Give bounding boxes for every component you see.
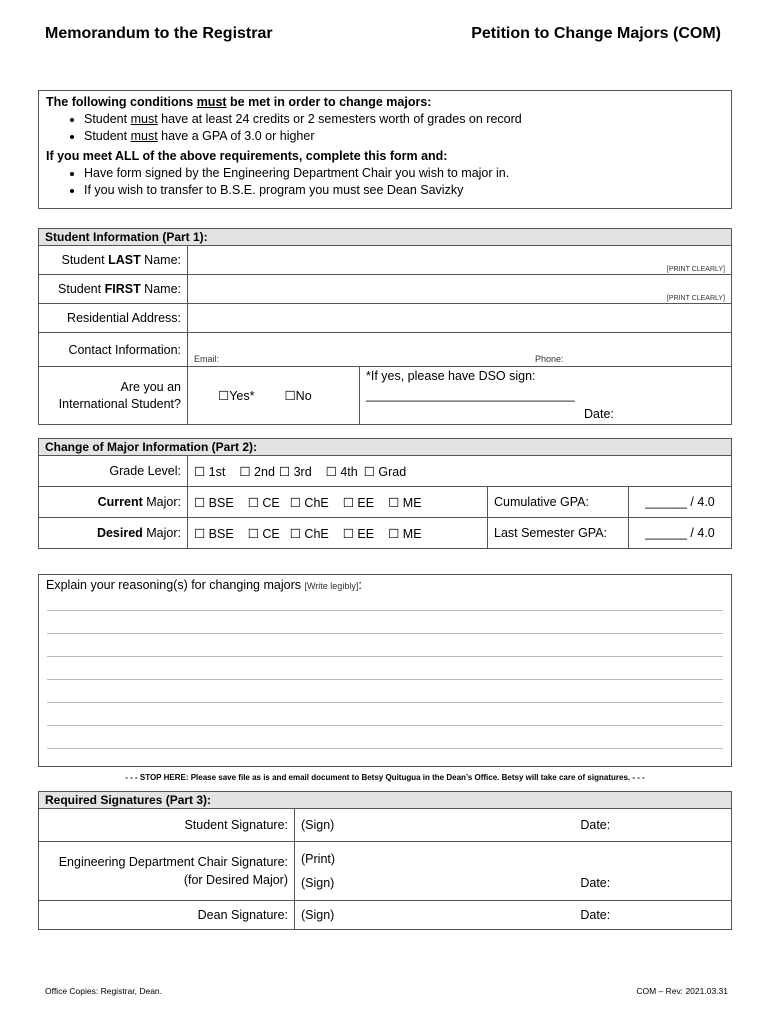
international-label: Are you an International Student? [39,367,188,425]
step-chair: • Have form signed by the Engineering Department Chair you wish to major in. [84,165,724,182]
grade-3rd-checkbox[interactable]: ☐ 3rd [278,464,312,479]
desired-ce-checkbox[interactable]: ☐ CE [247,526,280,541]
part3-heading: Required Signatures (Part 3): [39,792,732,809]
reasoning-label: Explain your reasoning(s) for changing majors [Write legibly]: [46,578,362,592]
current-major-options [188,487,488,518]
contact-field[interactable] [188,333,732,367]
grade-options [188,456,732,487]
reasoning-box[interactable] [38,574,732,767]
current-che-checkbox[interactable]: ☐ ChE [289,495,329,510]
part2-section [38,438,732,549]
reasoning-line [47,702,723,703]
reasoning-line [47,610,723,611]
grade-4th-checkbox[interactable]: ☐ 4th [325,464,358,479]
chair-signature-field[interactable]: (Print) (Sign) Date: [295,842,732,901]
part2-heading: Change of Major Information (Part 2): [39,439,732,456]
student-signature-label: Student Signature: [39,809,295,842]
grade-grad-checkbox[interactable]: ☐ Grad [363,464,407,479]
email-label: Email: [194,354,220,364]
part1-section [38,228,732,425]
student-signature-field[interactable]: (Sign) Date: [295,809,732,842]
stop-here-note: - - - STOP HERE: Please save file as is and email document to Betsy Quitugua in the Dean’s Office. Betsy will take care of signatures. - - - [125,773,645,782]
desired-major-options [188,518,488,549]
current-ee-checkbox[interactable]: ☐ EE [342,495,375,510]
dean-signature-field[interactable]: (Sign) Date: [295,901,732,930]
footer-office-copies: Office Copies: Registrar, Dean. [45,986,163,996]
current-major-label: Current Major: [39,487,188,518]
last-name-label: Student LAST Name: [39,246,188,275]
grade-level-label: Grade Level: [39,456,188,487]
desired-che-checkbox[interactable]: ☐ ChE [289,526,329,541]
meet-all-text: If you meet ALL of the above requirements, complete this form and: [46,149,448,163]
desired-me-checkbox[interactable]: ☐ ME [388,526,422,541]
reasoning-line [47,725,723,726]
grade-2nd-checkbox[interactable]: ☐ 2nd [239,464,275,479]
yes-checkbox[interactable]: ☐Yes* [218,389,255,403]
international-options [188,367,360,425]
dso-sign-cell [360,367,732,425]
desired-ee-checkbox[interactable]: ☐ EE [342,526,375,541]
phone-label: Phone: [535,354,564,364]
footer-revision: COM – Rev: 2021.03.31 [636,986,728,996]
print-clearly-hint: [PRINT CLEARLY] [666,295,725,302]
dso-date-label: Date: [584,407,614,421]
address-label: Residential Address: [39,304,188,333]
cumulative-gpa-label: Cumulative GPA: [488,487,629,518]
desired-bse-checkbox[interactable]: ☐ BSE [194,526,234,541]
part3-section [38,791,732,930]
part1-heading: Student Information (Part 1): [39,229,732,246]
contact-label: Contact Information: [39,333,188,367]
step-bse: • If you wish to transfer to B.S.E. program you must see Dean Savizky [84,182,724,199]
address-field[interactable] [188,304,732,333]
reasoning-line [47,748,723,749]
conditions-box [38,90,732,209]
dean-signature-label: Dean Signature: [39,901,295,930]
current-bse-checkbox[interactable]: ☐ BSE [194,495,234,510]
chair-signature-label: Engineering Department Chair Signature: (for Desired Major) [39,842,295,901]
no-checkbox[interactable]: ☐No [284,389,312,403]
desired-major-label: Desired Major: [39,518,188,549]
last-semester-gpa-label: Last Semester GPA: [488,518,629,549]
first-name-field[interactable] [188,275,732,304]
current-me-checkbox[interactable]: ☐ ME [388,495,422,510]
memo-title: Memorandum to the Registrar [45,25,273,42]
reasoning-line [47,679,723,680]
condition-credits: • Student must have at least 24 credits or 2 semesters worth of grades on record [84,111,724,128]
reasoning-line [47,656,723,657]
last-semester-gpa-field[interactable]: ______ / 4.0 [629,518,732,549]
current-ce-checkbox[interactable]: ☐ CE [247,495,280,510]
last-name-field[interactable] [188,246,732,275]
first-name-label: Student FIRST Name: [39,275,188,304]
condition-gpa: • Student must have a GPA of 3.0 or higher [84,128,724,145]
conditions-intro: The following conditions must be met in order to change majors: [46,95,432,109]
grade-1st-checkbox[interactable]: ☐ 1st [194,464,226,479]
print-clearly-hint: [PRINT CLEARLY] [666,266,725,273]
dso-sign-text: *If yes, please have DSO sign: ______________________________ [366,369,575,402]
cumulative-gpa-field[interactable]: ______ / 4.0 [629,487,732,518]
petition-title: Petition to Change Majors (COM) [471,25,721,42]
reasoning-line [47,633,723,634]
